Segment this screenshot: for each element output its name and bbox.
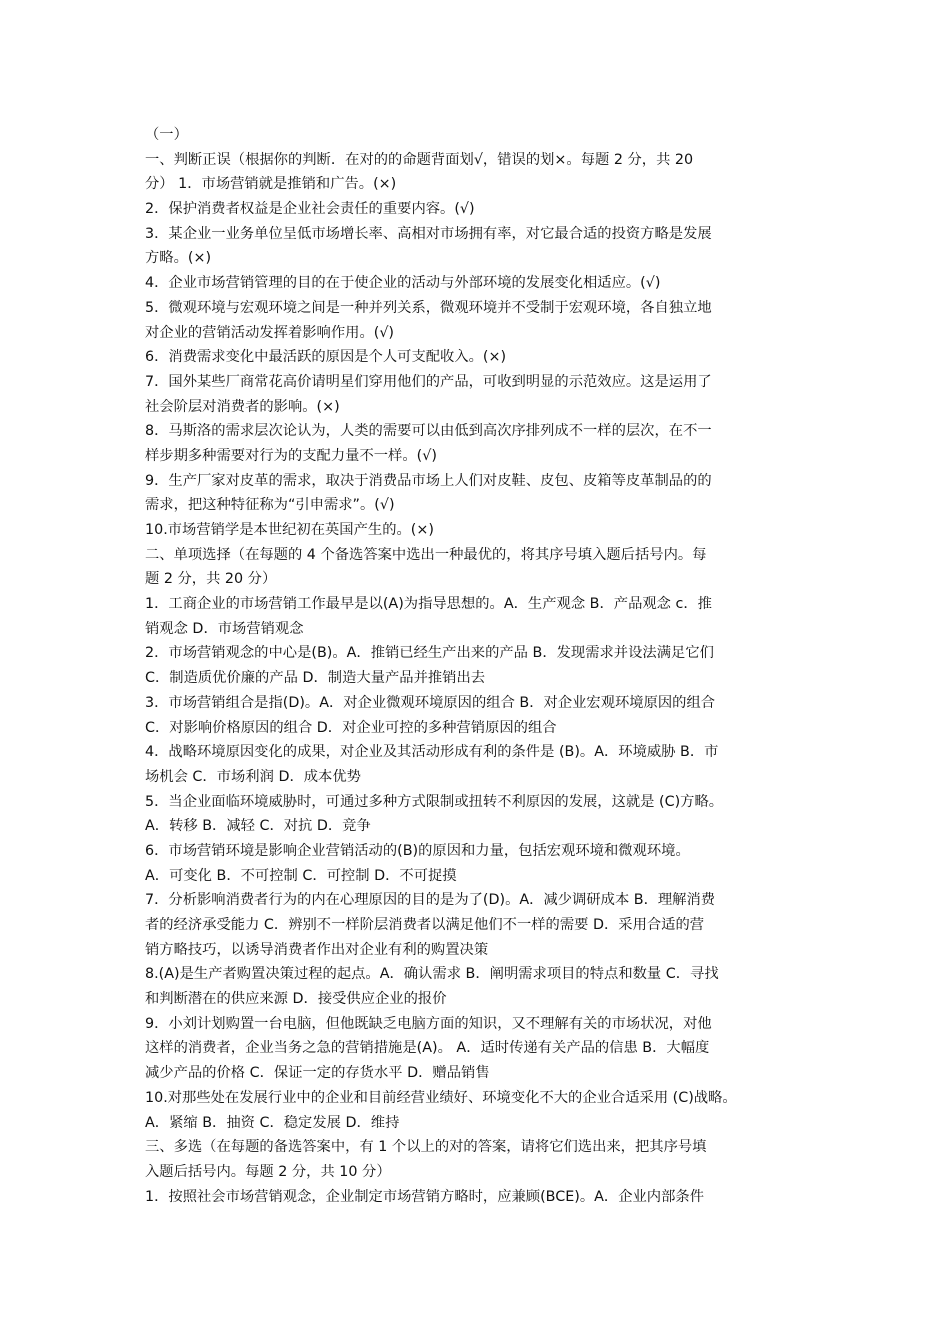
text-line: A．转移 B．减轻 C．对抗 D．竞争: [145, 818, 371, 835]
text-line: 减少产品的价格 C．保证一定的存货水平 D．赠品销售: [145, 1065, 490, 1082]
text-line: 和判断潜在的供应来源 D．接受供应企业的报价: [145, 991, 447, 1008]
text-line: 4．企业市场营销管理的目的在于使企业的活动与外部环境的发展变化相适应。(√): [145, 275, 661, 292]
text-line: 方略。(×): [145, 250, 212, 267]
text-line: 8.(A)是生产者购置决策过程的起点。A．确认需求 B．阐明需求项目的特点和数量 C．寻找: [145, 966, 719, 983]
text-line: 2．保护消费者权益是企业社会责任的重要内容。(√): [145, 201, 475, 218]
text-line: 对企业的营销活动发挥着影响作用。(√): [145, 324, 395, 341]
text-line: A．可变化 B．不可控制 C．可控制 D．不可捉摸: [145, 867, 457, 884]
text-line: 5．当企业面临环境威胁时，可通过多种方式限制或扭转不利原因的发展，这就是 (C)方略。: [145, 793, 724, 810]
text-line: 1．按照社会市场营销观念，企业制定市场营销方略时，应兼顾(BCE)。A．企业内部条件: [145, 1188, 704, 1205]
text-line: 分） 1．市场营销就是推销和广告。(×): [145, 176, 397, 193]
text-line: 6．消费需求变化中最活跃的原因是个人可支配收入。(×): [145, 349, 507, 366]
text-line: 销方略技巧，以诱导消费者作出对企业有利的购置决策: [145, 941, 489, 958]
document-body: [145, 123, 810, 1209]
text-line: 9．小刘计划购置一台电脑，但他既缺乏电脑方面的知识，又不理解有关的市场状况，对他: [145, 1015, 712, 1032]
text-line: 8．马斯洛的需求层次论认为，人类的需要可以由低到高次序排列成不一样的层次，在不一: [145, 423, 712, 440]
text-line: 三、多选（在每题的备选答案中，有 1 个以上的对的答案，请将它们选出来，把其序号填: [145, 1139, 707, 1156]
text-line: （一）: [145, 127, 188, 143]
text-line: 销观念 D．市场营销观念: [145, 620, 304, 637]
text-line: A．紧缩 B．抽资 C．稳定发展 D．维持: [145, 1114, 400, 1131]
text-line: 社会阶层对消费者的影响。(×): [145, 398, 340, 415]
text-line: 这样的消费者，企业当务之急的营销措施是(A)。 A．适时传递有关产品的信患 B．大幅度: [145, 1040, 710, 1057]
text-line: C．制造质优价廉的产品 D．制造大量产品并推销出去: [145, 670, 486, 687]
text-line: 6．市场营销环境是影响企业营销活动的(B)的原因和力量，包括宏观环境和微观环境。: [145, 842, 690, 859]
text-line: 4．战略环境原因变化的成果，对企业及其活动形成有利的条件是 (B)。A．环境威胁 B．市: [145, 744, 719, 761]
text-line: C．对影响价格原因的组合 D．对企业可控的多种营销原因的组合: [145, 719, 557, 736]
text-line: 场机会 C．市场利润 D．成本优势: [145, 768, 361, 785]
text-line: 二、单项选择（在每题的 4 个备选答案中选出一种最优的，将其序号填入题后括号内。每: [145, 546, 707, 563]
text-line: 一、判断正误（根据你的判断．在对的的命题背面划√，错误的划×。每题 2 分，共 20: [145, 151, 694, 168]
text-line: 2．市场营销观念的中心是(B)。A．推销已经生产出来的产品 B．发现需求并设法满足它们: [145, 645, 714, 662]
text-line: 7．分析影响消费者行为的内在心理原因的目的是为了(D)。A．减少调研成本 B．理解消费: [145, 892, 716, 909]
text-line: 入题后括号内。每题 2 分，共 10 分）: [145, 1163, 391, 1180]
text-line: 需求，把这种特征称为“引申需求”。(√): [145, 497, 395, 514]
text-line: 5．微观环境与宏观环境之间是一种并列关系，微观环境并不受制于宏观环境，各自独立地: [145, 299, 712, 316]
text-line: 3．市场营销组合是指(D)。A．对企业微观环境原因的组合 B．对企业宏观环境原因的组合: [145, 694, 716, 711]
text-line: 10.市场营销学是本世纪初在英国产生的。(×): [145, 522, 434, 538]
text-line: 7．国外某些厂商常花高价请明星们穿用他们的产品，可收到明显的示范效应。这是运用了: [145, 373, 712, 390]
text-line: 者的经济承受能力 C．辨别不一样阶层消费者以满足他们不一样的需要 D．采用合适的营: [145, 917, 705, 933]
text-line: 9．生产厂家对皮革的需求，取决于消费品市场上人们对皮鞋、皮包、皮箱等皮革制品的的: [145, 472, 712, 489]
text-line: 样步期多种需要对行为的支配力量不一样。(√): [145, 447, 437, 464]
text-line: 1．工商企业的市场营销工作最早是以(A)为指导思想的。A．生产观念 B．产品观念 c．推: [145, 596, 712, 613]
text-line: 3．某企业一业务单位呈低市场增长率、高相对市场拥有率，对它最合适的投资方略是发展: [145, 225, 712, 242]
text-line: 10.对那些处在发展行业中的企业和目前经营业绩好、环境变化不大的企业合适采用 (C)战略。: [145, 1089, 737, 1106]
text-line: 题 2 分，共 20 分）: [145, 571, 277, 588]
